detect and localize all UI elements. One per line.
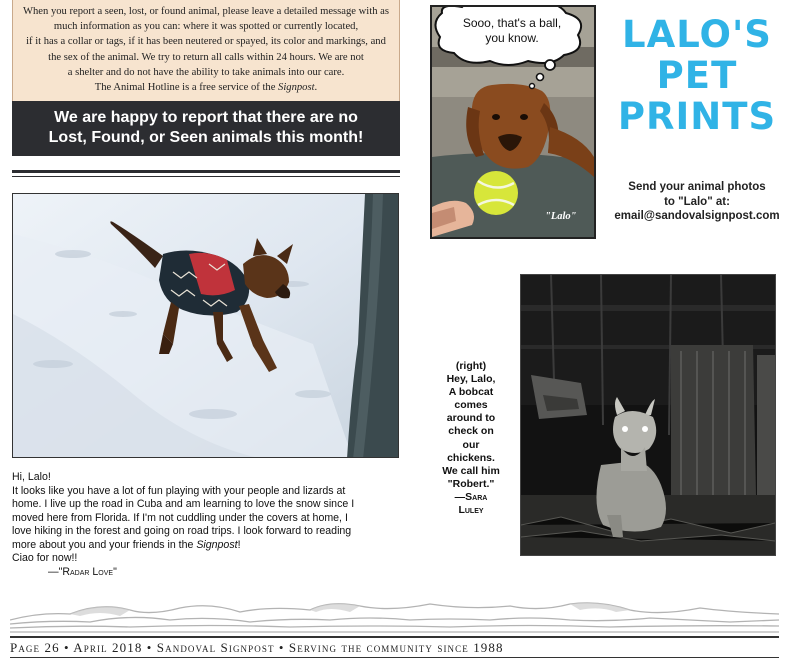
divider-rule-bottom [12, 176, 400, 177]
hotline-line: much information as you can: where it was spotted or currently located, [53, 21, 359, 33]
masthead-line: LALO'S [622, 13, 772, 56]
letter-signature: —"Radar Love" [48, 565, 117, 578]
caption-line: A bobcat [448, 386, 494, 399]
page-footer: Page 26 • April 2018 • Sandoval Signpost • Serving the community since 1988 [10, 640, 504, 655]
footer-rule-top [10, 636, 779, 638]
no-lost-animals-banner [12, 101, 400, 156]
masthead-line: PET [656, 54, 738, 97]
bobcat-caption [434, 360, 508, 517]
caption-line: (right) [455, 360, 487, 372]
caption-credit: —Sara [454, 490, 488, 503]
hotline-line: the sex of the animal. We try to return all calls within 24 hours. We are not [48, 51, 364, 63]
caption-credit: Luley [458, 504, 484, 517]
caption-line: comes [454, 399, 488, 412]
caption-line: "Robert." [447, 477, 495, 490]
letter-line: It looks like you have a lot of fun playing with your people and lizards at [12, 484, 346, 497]
caption-line: We call him [442, 464, 500, 477]
signpost-name: Signpost [278, 82, 315, 94]
letter-line: moved here from Florida. If I'm not cuddling under the covers at home, I [12, 511, 348, 524]
letter-line: home. I live up the road in Cuba and am learning to love the snow since I [12, 498, 355, 510]
signpost-name: Signpost [196, 538, 238, 551]
lalos-pet-prints-masthead [612, 14, 782, 137]
hotline-line: When you report a seen, lost, or found animal, please leave a detailed message with as [23, 6, 389, 17]
caption-line: check on [448, 425, 494, 438]
hotline-line: if it has a collar or tags, if it has been neutered or spayed, its color and markings, and [26, 36, 386, 48]
letter-closing: Ciao for now!! [12, 552, 78, 564]
snow-scene-illustration [13, 194, 399, 458]
bobcat-illustration [521, 275, 775, 555]
send-line: Send your animal photos [628, 181, 766, 193]
letter-line [12, 539, 404, 553]
lalo-photo-signature: "Lalo" [545, 211, 577, 222]
service-note-period: . [314, 82, 318, 94]
masthead-line: PRINTS [617, 95, 777, 138]
hotline-service-note [23, 80, 389, 95]
bobcat-night-photo [520, 274, 776, 556]
letter-line-punct: ! [237, 538, 241, 551]
caption-line: our [462, 438, 480, 451]
service-note-text: The Animal Hotline is a free service of the [94, 82, 279, 94]
caption-line: chickens. [447, 451, 495, 464]
hotline-line: a shelter and do not have the ability to take animals into our care. [67, 66, 345, 78]
footer-rule-bottom [10, 657, 779, 658]
mountain-skyline-decoration [10, 598, 779, 636]
banner-line-1: We are happy to report that there are no [54, 109, 358, 126]
send-email: email@sandovalsignpost.com [614, 210, 780, 222]
letter-line-text: more about you and your friends in the [12, 538, 197, 551]
thought-line: you know. [485, 31, 539, 45]
caption-line: around to [446, 412, 496, 425]
divider-rule-top [12, 170, 400, 173]
letter-line: love hiking in the forest and going on road trips. I look forward to reading [12, 525, 352, 537]
lalo-thought-bubble-text [452, 16, 572, 46]
send-photos-instructions [612, 180, 782, 224]
banner-line-2: Lost, Found, or Seen animals this month! [48, 129, 364, 146]
letter-greeting: Hi, Lalo! [12, 471, 51, 483]
caption-line: Hey, Lalo, [446, 373, 496, 386]
radar-love-letter [12, 471, 404, 579]
animal-hotline-notice [12, 0, 400, 101]
thought-line: Sooo, that's a ball, [462, 16, 562, 30]
send-line: to "Lalo" at: [664, 195, 730, 208]
dog-in-snow-photo [12, 193, 399, 458]
